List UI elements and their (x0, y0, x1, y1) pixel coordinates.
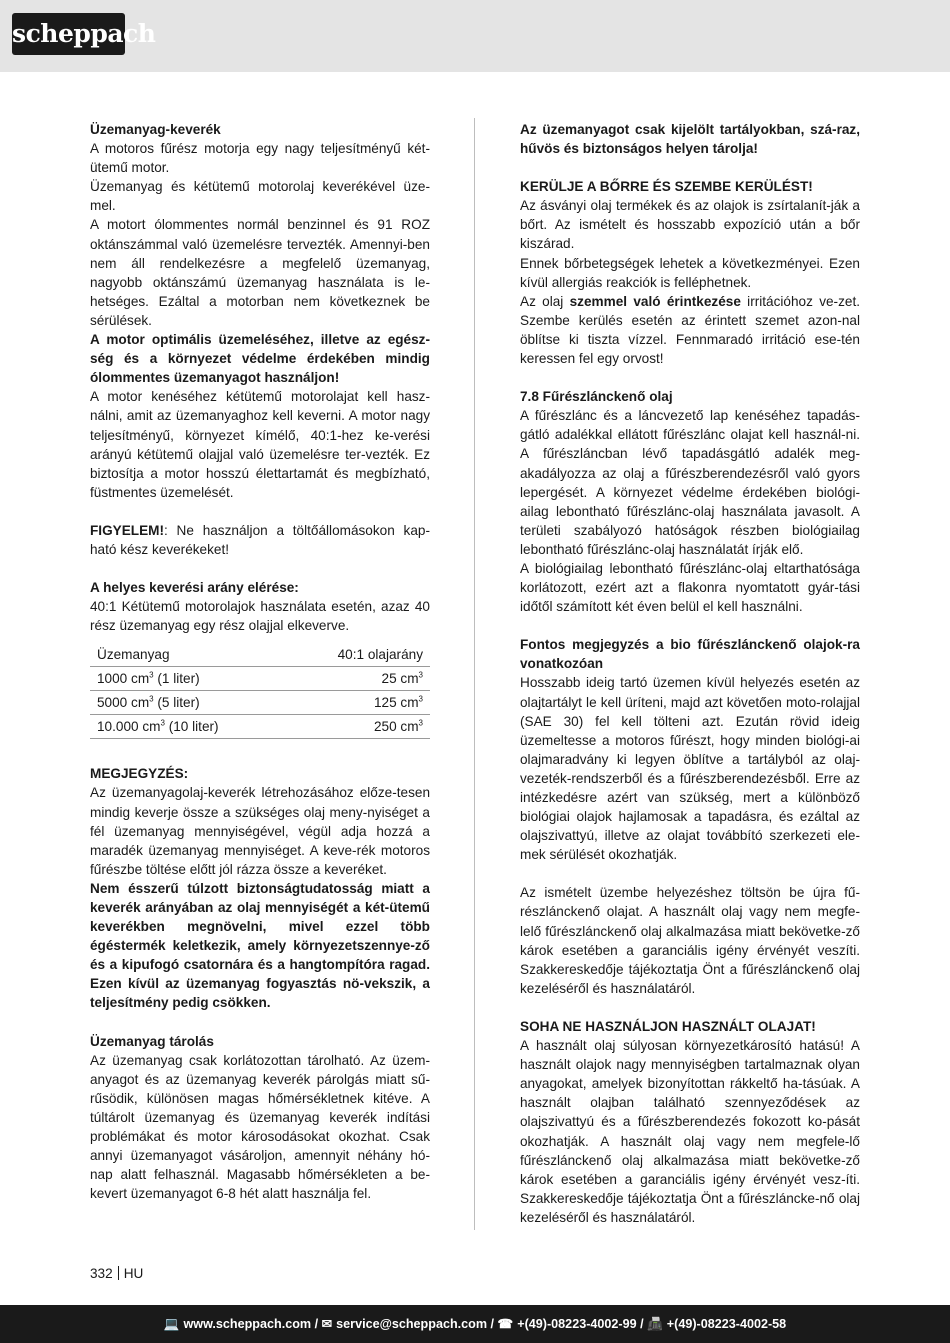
paragraph: Hosszabb ideig tartó üzemen kívül helyezés esetén az olajtartályt le kell üríteni, majd azt követően moto-rolajjal (SAE 30) fel kell tölteni azt. Ezután rövid ideig üzemeltesse a motoros fűrészt, hogy minden biológi-ai olajmaradvány ki legyen öblítve a tartályból az olaj-vezeték-rendszerből és a fűrészberendezésből. Erre az intézkedésre azért van szükség, mert a különböző biológiai olajok hajlamosak a tapadásra, és ezáltal az olajszivattyú, illetve az olajat továbbító szerkezeti ele-mek sérülését okozhatják. (520, 675, 860, 863)
footer-phone: +(49)-08223-4002-99 / (517, 1317, 644, 1331)
warning-text: : Ne használjon a töltőállomásokon kap-ható kész keverékeket! (90, 522, 430, 557)
section-title: KERÜLJE A BŐRRE ÉS SZEMBE KERÜLÉST! (520, 179, 813, 195)
mail-icon: ✉ (321, 1317, 333, 1331)
paragraph: Az üzemanyagolaj-keverék létrehozásához előze-tesen mindig keverje össze a szükséges olaj meny-nyiséget a fél üzemanyag mennyiségével, végül adja hozzá a maradék üzemanyag mennyiséget. A keve-rék motoros fűrészbe töltése előtt jól rázza össze a keveréket. (90, 785, 430, 877)
table-cell-oil: 25 $cm^3$ (381, 670, 423, 687)
paragraph: A motoros fűrész motorja egy nagy teljesítményű két-ütemű motor. (90, 141, 430, 176)
column-divider (474, 118, 475, 1230)
bold-paragraph: Az üzemanyagot csak kijelölt tartályokban, szá-raz, hűvös és biztonságos helyen tárolja! (520, 122, 860, 157)
page-footer (0, 1305, 950, 1343)
left-column (90, 120, 430, 1203)
paragraph: A fűrészlánc és a láncvezető lap kenéséhez tapadás-gátló adalékkal ellátott fűrészlánc olajat kell használ-ni. A fűrészláncban lévő tapadásgátló adalék meg-akadályozza az olaj a fűrészberendezésről való gyors lepergését. A környezet védelme érdekében biológi-ailag lebontható fűrészlánc-olaj használata javasolt. A területi szabályozó hatóságok részben biológiailag lebontható fűrészlánc-olaj használatát írják elő. (520, 408, 860, 557)
footer-fax: +(49)-08223-4002-58 (666, 1317, 787, 1331)
table-cell-fuel: 1000 $cm^3$ (1 liter) (97, 670, 200, 687)
bold-paragraph: A motor optimális üzemeléséhez, illetve az egész-ség és a környezet védelme érdekében mindig ólommentes üzemanyagot használjon! (90, 332, 430, 386)
page-header (0, 0, 950, 72)
table-cell-oil: 125 $cm^3$ (373, 694, 423, 711)
section-title: SOHA NE HASZNÁLJON HASZNÁLT OLAJAT! (520, 1018, 816, 1034)
section-title: Üzemanyag tárolás (90, 1033, 214, 1049)
paragraph: A biológiailag lebontható fűrészlánc-olaj eltarthatósága korlátozott, ezért azt a flakonra nyomtatott gyár-tási időtől számított két éven belül el kell használni. (520, 560, 860, 615)
page-number (90, 1265, 143, 1283)
paragraph: Üzemanyag és kétütemű motorolaj keverékével üze-mel. (90, 179, 430, 214)
page-number-value: 332 (90, 1266, 113, 1281)
bold-paragraph: Nem ésszerű túlzott biztonságtudatosság miatt a keverék arányában az olaj mennyiségét a két-ütemű keverékben megnövelni, mivel ezzel több égéstermék keletkezik, amely környezetszennye-ző és a kipufogó csatornára és a hangtompítóra ragad. Ezen kívül az üzemanyag fogyasztás nö-vekszik, a teljesítmény pedig csökken. (90, 880, 430, 1011)
fax-icon: 📠 (647, 1317, 663, 1331)
page-language: HU (123, 1266, 144, 1281)
paragraph: A motort ólommentes normál benzinnel és 91 ROZ oktánszámmal való üzemelésre tervezték. Amennyi-ben nem áll rendelkezésre a megfelelő üzemanyag, nagyobb oktánszámú üzemanyag használata is le-hetséges. Ezáltal a motorban nem következnek be sérülések. (90, 217, 430, 328)
paragraph: A motor kenéséhez kétütemű motorolajat kell hasz-nálni, amit az üzemanyaghoz kell keverni. A motor nagy teljesítményű, környezet kímélő, 40:1-hez ke-verési arányú kétütemű olajjal való üzemelésre ter-vezték. Ez biztosítja a motor hosszú élettartamát és megbízható, füstmentes üzemelését. (90, 389, 430, 500)
scheppach-logo: scheppach (12, 13, 125, 55)
paragraph: Az üzemanyag csak korlátozottan tárolható. Az üzem-anyagot és az üzemanyag keverék párolgás miatt sű-rűsödik, különösen magas hőmérsékletnek kitéve. A túltárolt üzemanyag és üzemanyag keverék indítási problémákat és motor károsodásokat okozhat. Csak annyi üzemanyagot vásároljon, amennyit néhány hó-nap alatt felhasznál. Magasabb hőmérsékleten a be-kevert üzemanyagot 6-8 hét alatt használja fel. (90, 1052, 430, 1202)
table-header (90, 643, 430, 667)
paragraph: Az ásványi olaj termékek és az olajok is zsírtalanít-ják a bőrt. Az ismételt és hosszabb expozíció után a bőr kiszárad. (520, 198, 860, 252)
emphasis: szemmel való érintkezése (569, 293, 741, 309)
section-title: Fontos megjegyzés a bio fűrészlánckenő olajok-ra vonatkozóan (520, 637, 860, 672)
paragraph: Az olaj szemmel való érintkezése irritációhoz ve-zet. Szembe kerülés esetén az érintett szemet azon-nal öblítse ki tiszta vízzel. Fennmaradó irritáció ese-tén keressen fel egy orvost! (520, 293, 860, 367)
table-row (90, 667, 430, 691)
phone-icon: ☎ (497, 1317, 514, 1331)
table-cell-fuel: 5000 $cm^3$ (5 liter) (97, 694, 200, 711)
section-title: Üzemanyag-keverék (90, 122, 221, 137)
section-title: 7.8 Fűrészlánckenő olaj (520, 389, 673, 405)
table-row (90, 691, 430, 715)
warning-paragraph (90, 521, 430, 559)
table-row (90, 715, 430, 739)
paragraph: 40:1 Kétütemű motorolajok használata esetén, azaz 40 rész üzemanyag egy rész olajjal elkeverve. (90, 599, 430, 634)
footer-website: www.scheppach.com / (183, 1317, 319, 1331)
table-header-ratio: 40:1 olajarány (337, 647, 423, 663)
table-header-fuel: Üzemanyag (97, 647, 170, 663)
mix-ratio-table (90, 643, 430, 739)
footer-email: service@scheppach.com / (336, 1317, 495, 1331)
warning-label: FIGYELEM! (90, 522, 165, 538)
section-title: MEGJEGYZÉS: (90, 766, 189, 782)
computer-icon: 💻 (163, 1317, 180, 1331)
paragraph: Ennek bőrbetegségek lehetek a következményei. Ezen kívül allergiás reakciók is felléphetnek. (520, 255, 860, 290)
paragraph: Az ismételt üzembe helyezéshez töltsön be újra fű-részlánckenő olajat. A használt olaj vagy nem megfe-lelő fűrészlánckenő olaj alkalmazása miatt bekövetke-ző károk esetében a garanciális igény érvényét veszíti. Szakkereskedője tájékoztatja Önt a fűrészlánckenő olaj kezeléséről és használatáról. (520, 885, 860, 996)
right-column (520, 120, 860, 1227)
paragraph: A használt olaj súlyosan környezetkárosító hatású! A használt olajok nagy mennyiségben tartalmaznak olyan anyagokat, amelyek bizonyítottan rákkeltő ha-tásúak. A használt olajban található szennyeződések az olajszivattyú és a fűrészberendezés fokozott ko-pását okozhatják. A használt olaj vagy nem megfele-lő fűrészlánckenő olaj alkalmazása miatt bekövetke-ző károk esetében a garanciális igény érvényét vesz-íti. Szakkereskedője tájékoztatja Önt a fűrészláncke-nő olaj kezeléséről és használatáról. (520, 1038, 860, 1225)
table-cell-oil: 250 $cm^3$ (373, 718, 423, 735)
table-cell-fuel: 10.000 $cm^3$ (10 liter) (97, 718, 219, 735)
section-title: A helyes keverési arány elérése: (90, 580, 299, 596)
